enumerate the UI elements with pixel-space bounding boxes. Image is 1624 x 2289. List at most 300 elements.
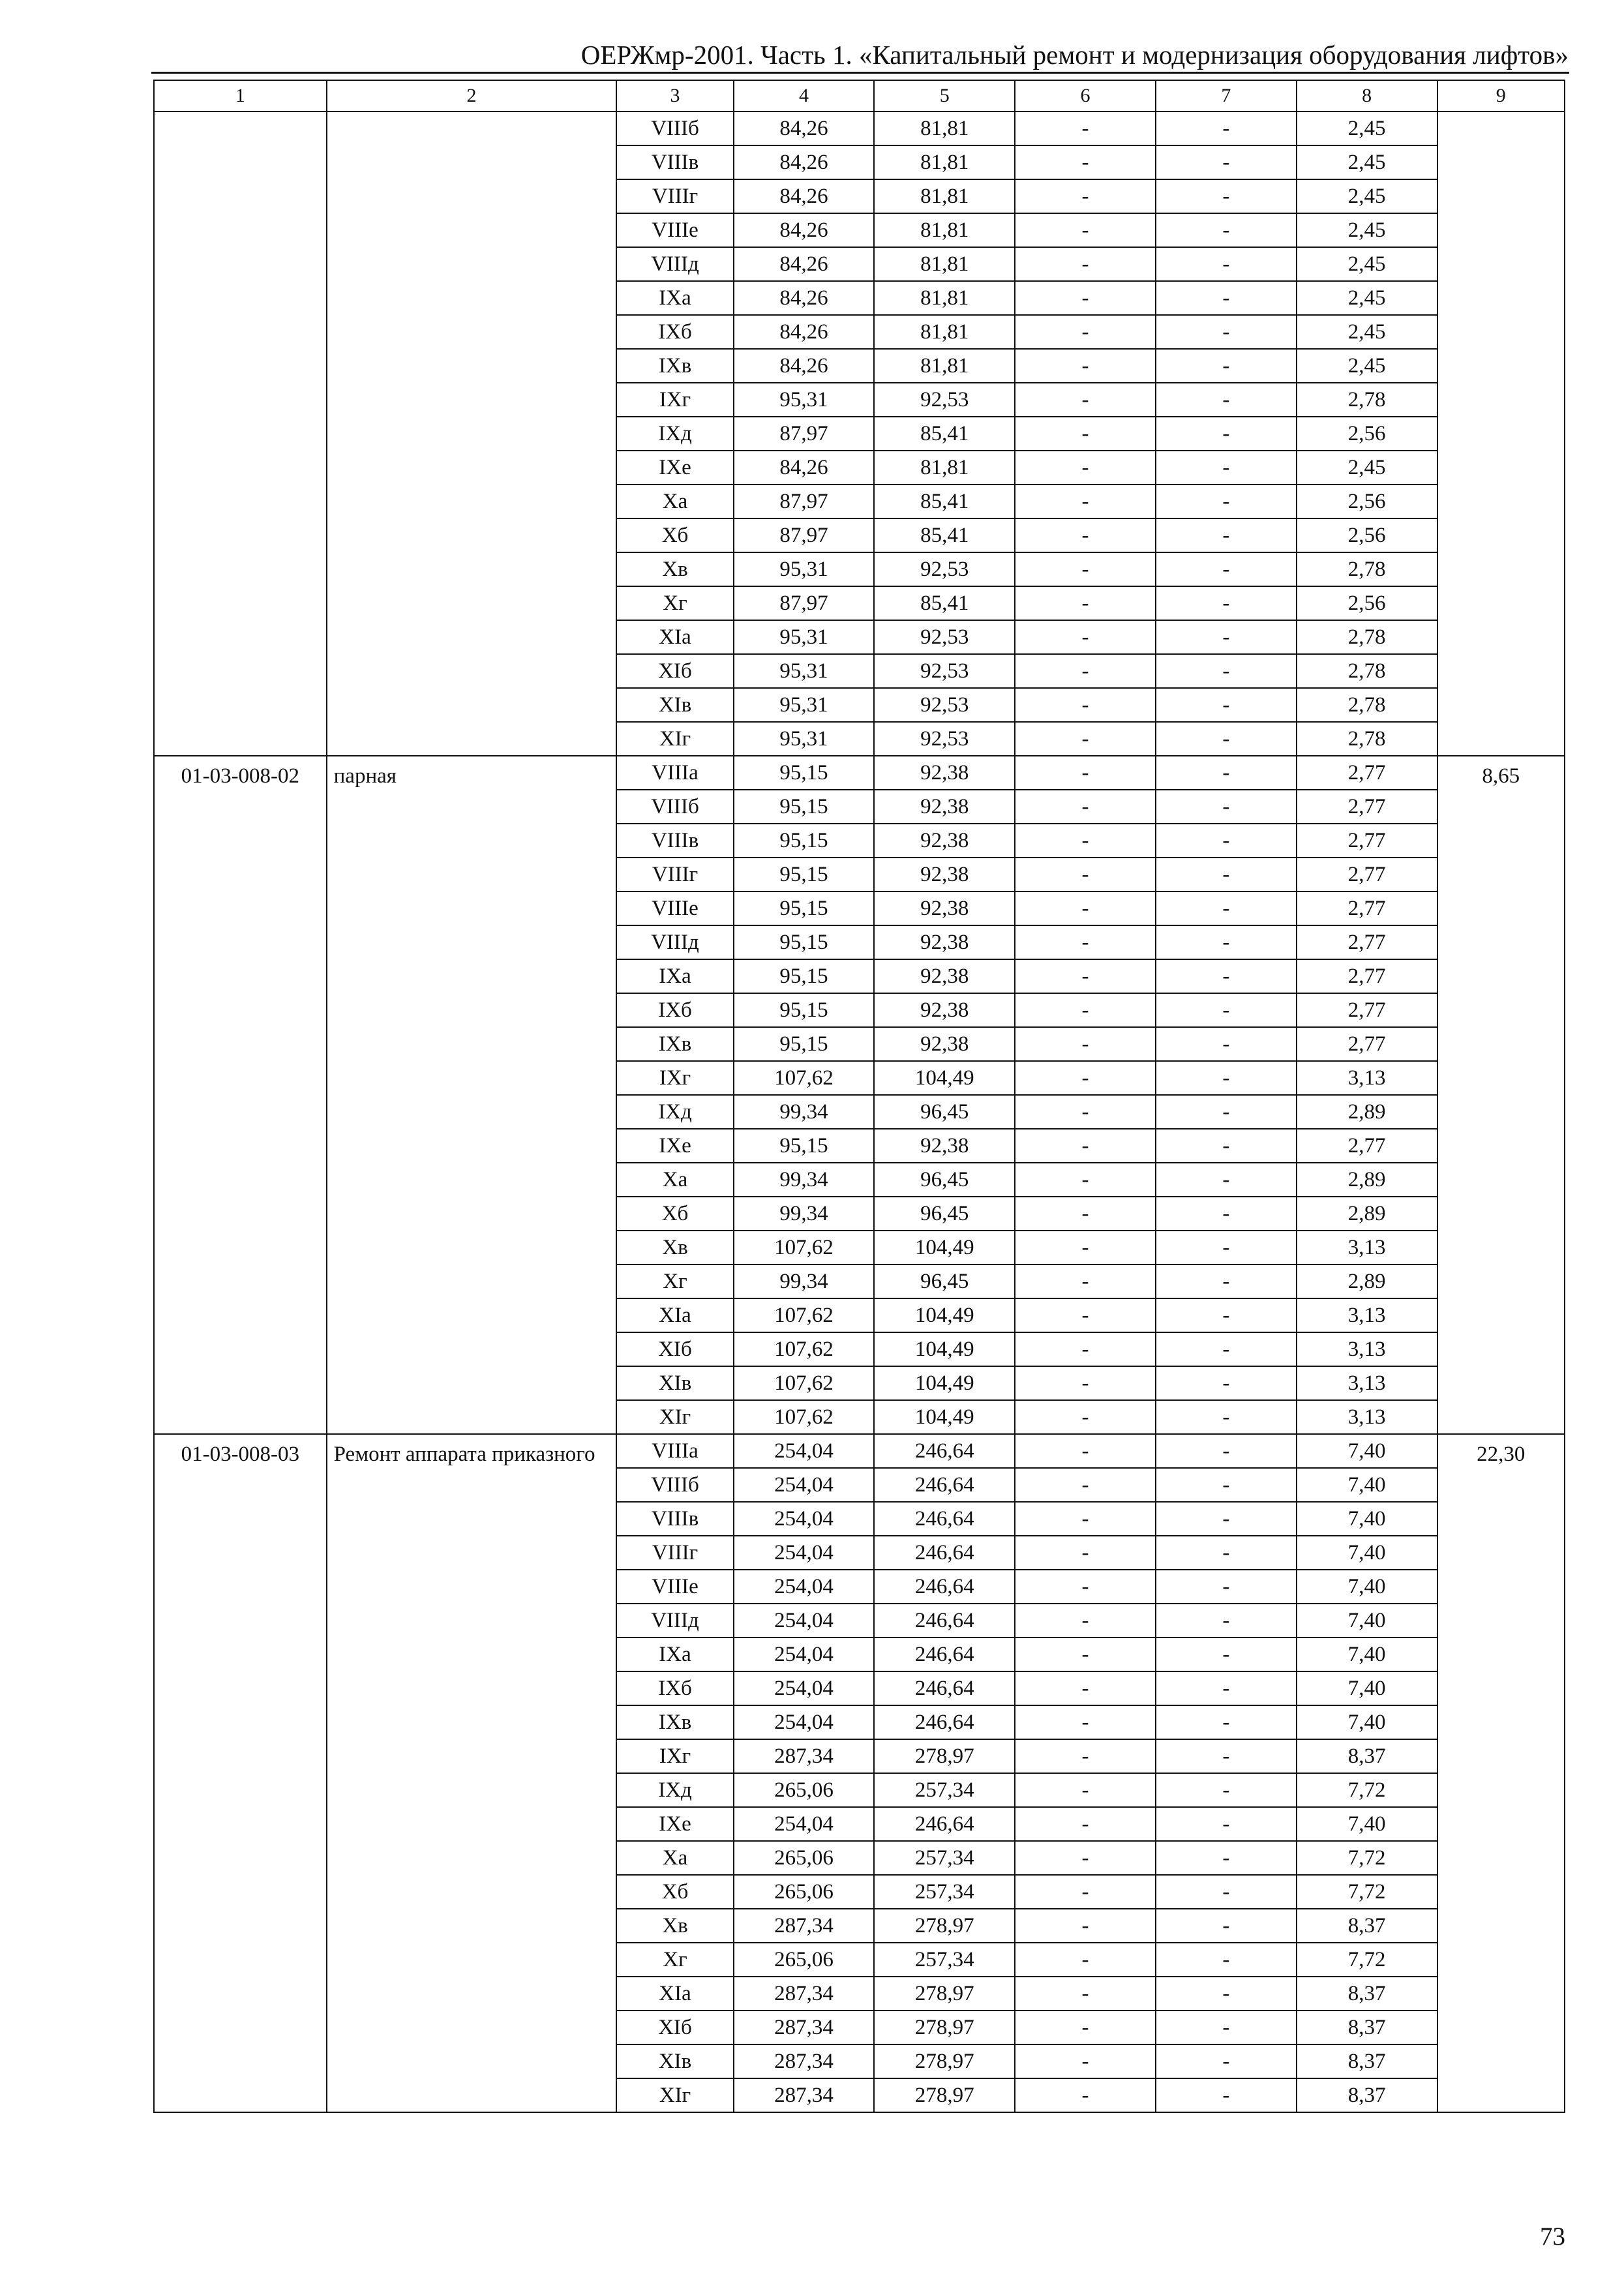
value-col6: - [1015, 1027, 1156, 1061]
value-col6: - [1015, 451, 1156, 485]
value-col5: 96,45 [874, 1264, 1015, 1298]
value-col4: 84,26 [734, 247, 875, 281]
value-col4: 84,26 [734, 451, 875, 485]
value-col4: 95,15 [734, 959, 875, 993]
value-col4: 254,04 [734, 1671, 875, 1705]
value-col6: - [1015, 891, 1156, 925]
value-col5: 92,53 [874, 654, 1015, 688]
value-col6: - [1015, 518, 1156, 552]
class-cell: XIа [616, 1977, 733, 2011]
value-col7: - [1156, 1095, 1297, 1129]
value-col7: - [1156, 1400, 1297, 1434]
value-col7: - [1156, 1807, 1297, 1841]
value-col5: 92,38 [874, 1129, 1015, 1163]
class-cell: Xа [616, 1163, 733, 1197]
value-col4: 107,62 [734, 1332, 875, 1366]
value-col8: 3,13 [1297, 1298, 1437, 1332]
class-cell: Xа [616, 485, 733, 518]
column-number-9: 9 [1437, 80, 1565, 112]
value-col7: - [1156, 383, 1297, 417]
value-col6: - [1015, 1773, 1156, 1807]
value-col6: - [1015, 1943, 1156, 1977]
value-col6: - [1015, 756, 1156, 790]
class-cell: VIIIа [616, 756, 733, 790]
value-col6: - [1015, 620, 1156, 654]
value-col4: 84,26 [734, 112, 875, 145]
column-number-4: 4 [734, 80, 875, 112]
value-col5: 246,64 [874, 1536, 1015, 1570]
value-col6: - [1015, 1264, 1156, 1298]
column-number-row [154, 80, 1565, 112]
class-cell: Xг [616, 1943, 733, 1977]
value-col6: - [1015, 145, 1156, 179]
value-col5: 92,38 [874, 858, 1015, 891]
value-col4: 287,34 [734, 1977, 875, 2011]
class-cell: IXг [616, 1061, 733, 1095]
class-cell: VIIIв [616, 145, 733, 179]
column-number-1: 1 [154, 80, 327, 112]
class-cell: IXв [616, 1705, 733, 1739]
value-col6: - [1015, 1095, 1156, 1129]
value-col6: - [1015, 315, 1156, 349]
value-col8: 8,37 [1297, 2011, 1437, 2044]
value-col5: 85,41 [874, 518, 1015, 552]
value-col5: 85,41 [874, 485, 1015, 518]
value-col5: 92,38 [874, 1027, 1015, 1061]
value-col5: 92,53 [874, 688, 1015, 722]
column-number-6: 6 [1015, 80, 1156, 112]
value-col4: 84,26 [734, 349, 875, 383]
value-col8: 2,77 [1297, 1027, 1437, 1061]
value-col4: 99,34 [734, 1095, 875, 1129]
value-col5: 92,38 [874, 925, 1015, 959]
value-col6: - [1015, 1298, 1156, 1332]
value-col5: 246,64 [874, 1434, 1015, 1468]
value-col6: - [1015, 1163, 1156, 1197]
value-col7: - [1156, 1570, 1297, 1604]
labor-total-cell: 22,30 [1437, 1434, 1565, 2112]
norm-table [153, 80, 1565, 2113]
value-col8: 2,45 [1297, 179, 1437, 213]
value-col6: - [1015, 1468, 1156, 1502]
value-col6: - [1015, 688, 1156, 722]
value-col5: 104,49 [874, 1231, 1015, 1264]
value-col4: 265,06 [734, 1943, 875, 1977]
value-col5: 257,34 [874, 1773, 1015, 1807]
value-col7: - [1156, 417, 1297, 451]
value-col6: - [1015, 858, 1156, 891]
value-col5: 104,49 [874, 1298, 1015, 1332]
value-col4: 99,34 [734, 1197, 875, 1231]
value-col7: - [1156, 654, 1297, 688]
class-cell: VIIIв [616, 1502, 733, 1536]
value-col4: 95,15 [734, 925, 875, 959]
value-col6: - [1015, 1977, 1156, 2011]
class-cell: XIб [616, 654, 733, 688]
value-col5: 81,81 [874, 145, 1015, 179]
class-cell: XIв [616, 1366, 733, 1400]
value-col7: - [1156, 145, 1297, 179]
value-col4: 254,04 [734, 1434, 875, 1468]
value-col7: - [1156, 179, 1297, 213]
value-col4: 107,62 [734, 1061, 875, 1095]
value-col8: 8,37 [1297, 2044, 1437, 2078]
value-col4: 254,04 [734, 1536, 875, 1570]
labor-total-cell [1437, 112, 1565, 756]
value-col8: 7,40 [1297, 1807, 1437, 1841]
value-col4: 95,31 [734, 654, 875, 688]
value-col4: 95,31 [734, 722, 875, 756]
value-col6: - [1015, 2011, 1156, 2044]
value-col7: - [1156, 552, 1297, 586]
running-header: ОЕРЖмр-2001. Часть 1. «Капитальный ремонт и модернизация оборудования лифтов» [580, 40, 1569, 70]
value-col7: - [1156, 688, 1297, 722]
value-col6: - [1015, 654, 1156, 688]
value-col6: - [1015, 485, 1156, 518]
value-col4: 84,26 [734, 281, 875, 315]
value-col4: 107,62 [734, 1400, 875, 1434]
class-cell: VIIIв [616, 824, 733, 858]
value-col8: 2,78 [1297, 654, 1437, 688]
value-col5: 278,97 [874, 1909, 1015, 1943]
value-col4: 254,04 [734, 1807, 875, 1841]
value-col6: - [1015, 1197, 1156, 1231]
work-name-cell: Ремонт аппарата приказного [327, 1434, 617, 2112]
value-col5: 104,49 [874, 1332, 1015, 1366]
value-col7: - [1156, 1332, 1297, 1366]
value-col8: 2,78 [1297, 552, 1437, 586]
value-col8: 7,72 [1297, 1841, 1437, 1875]
value-col8: 7,40 [1297, 1570, 1437, 1604]
value-col6: - [1015, 552, 1156, 586]
value-col5: 85,41 [874, 586, 1015, 620]
value-col6: - [1015, 2078, 1156, 2112]
value-col5: 81,81 [874, 112, 1015, 145]
value-col7: - [1156, 1129, 1297, 1163]
value-col6: - [1015, 1536, 1156, 1570]
value-col4: 95,15 [734, 1027, 875, 1061]
value-col8: 7,40 [1297, 1468, 1437, 1502]
value-col6: - [1015, 1875, 1156, 1909]
value-col6: - [1015, 1366, 1156, 1400]
norm-code-cell: 01-03-008-03 [154, 1434, 327, 2112]
value-col8: 7,40 [1297, 1434, 1437, 1468]
value-col6: - [1015, 1502, 1156, 1536]
value-col7: - [1156, 112, 1297, 145]
value-col8: 2,89 [1297, 1264, 1437, 1298]
column-number-8: 8 [1297, 80, 1437, 112]
class-cell: VIIIг [616, 179, 733, 213]
value-col5: 257,34 [874, 1841, 1015, 1875]
value-col6: - [1015, 1671, 1156, 1705]
value-col4: 254,04 [734, 1468, 875, 1502]
value-col6: - [1015, 2044, 1156, 2078]
value-col7: - [1156, 756, 1297, 790]
value-col8: 2,77 [1297, 824, 1437, 858]
value-col8: 7,40 [1297, 1638, 1437, 1671]
page-number: 73 [1540, 2222, 1565, 2251]
value-col6: - [1015, 213, 1156, 247]
column-number-3: 3 [616, 80, 733, 112]
value-col7: - [1156, 824, 1297, 858]
value-col8: 2,45 [1297, 315, 1437, 349]
value-col4: 87,97 [734, 417, 875, 451]
column-number-7: 7 [1156, 80, 1297, 112]
class-cell: VIIIг [616, 1536, 733, 1570]
value-col7: - [1156, 1909, 1297, 1943]
value-col8: 2,56 [1297, 485, 1437, 518]
value-col8: 3,13 [1297, 1061, 1437, 1095]
value-col7: - [1156, 790, 1297, 824]
value-col8: 2,77 [1297, 925, 1437, 959]
value-col4: 84,26 [734, 315, 875, 349]
value-col7: - [1156, 858, 1297, 891]
value-col4: 287,34 [734, 1909, 875, 1943]
value-col4: 95,15 [734, 1129, 875, 1163]
table-row [154, 756, 1565, 790]
class-cell: XIа [616, 1298, 733, 1332]
value-col7: - [1156, 1197, 1297, 1231]
value-col7: - [1156, 1875, 1297, 1909]
value-col8: 7,40 [1297, 1502, 1437, 1536]
value-col6: - [1015, 349, 1156, 383]
value-col5: 257,34 [874, 1875, 1015, 1909]
class-cell: VIIIд [616, 925, 733, 959]
value-col6: - [1015, 1841, 1156, 1875]
value-col4: 95,15 [734, 993, 875, 1027]
value-col5: 92,38 [874, 891, 1015, 925]
table-row [154, 1434, 1565, 1468]
table-row [154, 112, 1565, 145]
value-col8: 7,72 [1297, 1943, 1437, 1977]
value-col5: 246,64 [874, 1468, 1015, 1502]
value-col8: 2,45 [1297, 112, 1437, 145]
value-col8: 2,78 [1297, 620, 1437, 654]
value-col7: - [1156, 1163, 1297, 1197]
class-cell: Xа [616, 1841, 733, 1875]
class-cell: Xб [616, 518, 733, 552]
value-col5: 246,64 [874, 1705, 1015, 1739]
labor-total-cell: 8,65 [1437, 756, 1565, 1434]
value-col8: 7,40 [1297, 1536, 1437, 1570]
value-col8: 2,45 [1297, 213, 1437, 247]
value-col4: 107,62 [734, 1231, 875, 1264]
class-cell: VIIIд [616, 247, 733, 281]
value-col8: 3,13 [1297, 1400, 1437, 1434]
value-col7: - [1156, 959, 1297, 993]
class-cell: IXа [616, 281, 733, 315]
class-cell: XIб [616, 2011, 733, 2044]
value-col4: 287,34 [734, 1739, 875, 1773]
class-cell: IXе [616, 1129, 733, 1163]
value-col4: 254,04 [734, 1604, 875, 1638]
value-col5: 96,45 [874, 1163, 1015, 1197]
value-col4: 87,97 [734, 485, 875, 518]
class-cell: VIIIе [616, 891, 733, 925]
value-col4: 95,31 [734, 383, 875, 417]
value-col8: 8,37 [1297, 1977, 1437, 2011]
value-col7: - [1156, 1231, 1297, 1264]
value-col7: - [1156, 1977, 1297, 2011]
value-col6: - [1015, 247, 1156, 281]
class-cell: Xг [616, 586, 733, 620]
class-cell: IXа [616, 1638, 733, 1671]
value-col6: - [1015, 383, 1156, 417]
class-cell: Xв [616, 552, 733, 586]
value-col4: 265,06 [734, 1773, 875, 1807]
value-col6: - [1015, 1400, 1156, 1434]
class-cell: IXд [616, 417, 733, 451]
value-col7: - [1156, 2044, 1297, 2078]
class-cell: IXб [616, 993, 733, 1027]
value-col7: - [1156, 485, 1297, 518]
class-cell: XIв [616, 2044, 733, 2078]
value-col7: - [1156, 1705, 1297, 1739]
value-col6: - [1015, 959, 1156, 993]
value-col4: 84,26 [734, 179, 875, 213]
value-col5: 246,64 [874, 1671, 1015, 1705]
value-col5: 92,53 [874, 552, 1015, 586]
value-col7: - [1156, 2011, 1297, 2044]
value-col5: 81,81 [874, 179, 1015, 213]
value-col5: 278,97 [874, 1977, 1015, 2011]
value-col8: 2,77 [1297, 1129, 1437, 1163]
value-col7: - [1156, 1773, 1297, 1807]
value-col7: - [1156, 722, 1297, 756]
value-col4: 107,62 [734, 1366, 875, 1400]
value-col8: 2,56 [1297, 586, 1437, 620]
value-col7: - [1156, 1434, 1297, 1468]
value-col6: - [1015, 1739, 1156, 1773]
value-col5: 96,45 [874, 1095, 1015, 1129]
value-col4: 254,04 [734, 1502, 875, 1536]
value-col6: - [1015, 1231, 1156, 1264]
value-col6: - [1015, 1909, 1156, 1943]
value-col7: - [1156, 1739, 1297, 1773]
value-col6: - [1015, 1332, 1156, 1366]
class-cell: IXе [616, 1807, 733, 1841]
class-cell: XIг [616, 2078, 733, 2112]
value-col5: 92,53 [874, 383, 1015, 417]
class-cell: Xб [616, 1197, 733, 1231]
value-col5: 92,38 [874, 756, 1015, 790]
value-col5: 104,49 [874, 1366, 1015, 1400]
value-col7: - [1156, 1536, 1297, 1570]
value-col8: 7,40 [1297, 1671, 1437, 1705]
value-col8: 2,77 [1297, 993, 1437, 1027]
value-col8: 3,13 [1297, 1231, 1437, 1264]
value-col6: - [1015, 112, 1156, 145]
class-cell: Xв [616, 1231, 733, 1264]
value-col5: 104,49 [874, 1061, 1015, 1095]
value-col4: 254,04 [734, 1570, 875, 1604]
value-col8: 2,45 [1297, 145, 1437, 179]
value-col8: 2,77 [1297, 959, 1437, 993]
value-col6: - [1015, 824, 1156, 858]
value-col8: 8,37 [1297, 1909, 1437, 1943]
value-col5: 257,34 [874, 1943, 1015, 1977]
class-cell: VIIIе [616, 1570, 733, 1604]
value-col5: 246,64 [874, 1570, 1015, 1604]
value-col8: 2,89 [1297, 1163, 1437, 1197]
value-col6: - [1015, 179, 1156, 213]
value-col5: 85,41 [874, 417, 1015, 451]
value-col4: 95,15 [734, 790, 875, 824]
norm-code-cell: 01-03-008-02 [154, 756, 327, 1434]
value-col7: - [1156, 1468, 1297, 1502]
value-col4: 254,04 [734, 1705, 875, 1739]
class-cell: IXг [616, 383, 733, 417]
value-col4: 265,06 [734, 1875, 875, 1909]
value-col5: 246,64 [874, 1638, 1015, 1671]
value-col5: 92,38 [874, 959, 1015, 993]
value-col8: 8,37 [1297, 1739, 1437, 1773]
work-name-cell [327, 112, 617, 756]
value-col7: - [1156, 925, 1297, 959]
value-col7: - [1156, 1061, 1297, 1095]
value-col6: - [1015, 1604, 1156, 1638]
value-col7: - [1156, 620, 1297, 654]
class-cell: IXа [616, 959, 733, 993]
value-col4: 95,15 [734, 891, 875, 925]
class-cell: XIг [616, 1400, 733, 1434]
value-col6: - [1015, 790, 1156, 824]
value-col8: 2,78 [1297, 688, 1437, 722]
value-col5: 81,81 [874, 281, 1015, 315]
value-col6: - [1015, 1570, 1156, 1604]
value-col8: 2,89 [1297, 1197, 1437, 1231]
value-col4: 84,26 [734, 145, 875, 179]
class-cell: IXд [616, 1095, 733, 1129]
class-cell: IXг [616, 1739, 733, 1773]
table-body [154, 80, 1565, 2112]
value-col7: - [1156, 1638, 1297, 1671]
value-col4: 107,62 [734, 1298, 875, 1332]
value-col5: 81,81 [874, 349, 1015, 383]
value-col7: - [1156, 1943, 1297, 1977]
value-col5: 92,38 [874, 824, 1015, 858]
value-col7: - [1156, 1298, 1297, 1332]
class-cell: Xв [616, 1909, 733, 1943]
class-cell: Xг [616, 1264, 733, 1298]
value-col8: 7,72 [1297, 1773, 1437, 1807]
value-col5: 246,64 [874, 1502, 1015, 1536]
value-col6: - [1015, 417, 1156, 451]
norm-code-cell [154, 112, 327, 756]
column-number-2: 2 [327, 80, 617, 112]
value-col5: 92,53 [874, 620, 1015, 654]
class-cell: IXе [616, 451, 733, 485]
value-col8: 2,78 [1297, 722, 1437, 756]
value-col4: 95,15 [734, 756, 875, 790]
value-col8: 2,78 [1297, 383, 1437, 417]
class-cell: IXб [616, 315, 733, 349]
value-col8: 2,77 [1297, 790, 1437, 824]
value-col5: 81,81 [874, 315, 1015, 349]
value-col8: 2,45 [1297, 451, 1437, 485]
value-col4: 287,34 [734, 2078, 875, 2112]
value-col6: - [1015, 1807, 1156, 1841]
value-col5: 92,38 [874, 993, 1015, 1027]
value-col8: 2,45 [1297, 349, 1437, 383]
value-col5: 96,45 [874, 1197, 1015, 1231]
value-col8: 2,45 [1297, 247, 1437, 281]
value-col7: - [1156, 451, 1297, 485]
class-cell: IXв [616, 349, 733, 383]
class-cell: VIIIд [616, 1604, 733, 1638]
header-rule [151, 72, 1569, 74]
value-col7: - [1156, 993, 1297, 1027]
